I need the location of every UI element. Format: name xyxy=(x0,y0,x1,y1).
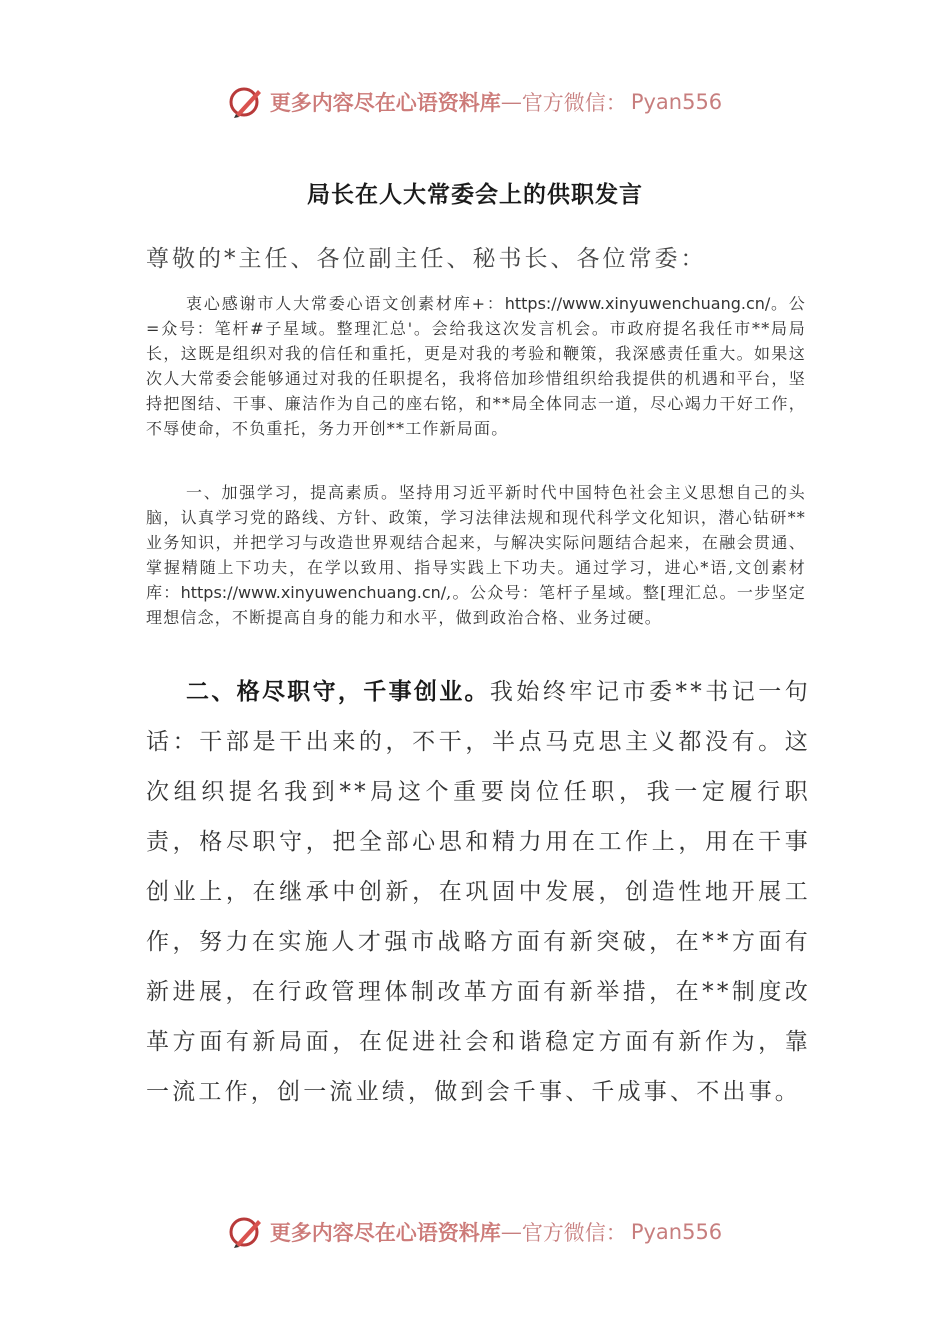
header-banner xyxy=(0,84,950,120)
paragraph-2-text-b: ,。公众号：笔杆子星域。整[理汇总。一步坚定理想信念，不断提高自身的能力和水平，做到政治合格、业务过硬。 xyxy=(146,583,806,627)
footer-wechat-label: 官方微信： xyxy=(521,1221,627,1245)
banner-account: Pyan556 xyxy=(630,90,723,114)
paragraph-1-text-a: 衷心感谢市人大常委心语文创素材库+： xyxy=(186,294,505,313)
paragraph-2-url: https://www.xinyuwenchuang.cn/ xyxy=(180,583,447,602)
footer-account: Pyan556 xyxy=(630,1220,723,1244)
pen-logo-icon xyxy=(228,84,264,120)
banner-brand: 更多内容尽在心语资料库 xyxy=(269,90,501,115)
paragraph-1-url: https://www.xinyuwenchuang.cn/ xyxy=(504,294,771,313)
footer-dash: — xyxy=(500,1220,522,1244)
paragraph-3-body: 我始终牢记市委**书记一句话：干部是干出来的，不干，半点马克思主义都没有。这次组织提名我到**局这个重要岗位任职，我一定履行职责，格尽职守，把全部心思和精力用在工作上，用在干事创业上，在继承中创新，在巩固中发展，创造性地开展工作，努力在实施人才强市战略方面有新突破，在**方面有新进展，在行政管理体制改革方面有新举措，在**制度改革方面有新局面，在促进社会和谐稳定方面有新作为，靠一流工作，创一流业绩，做到会千事、千成事、不出事。 xyxy=(146,679,811,1105)
paragraph-2-text-a: 一、加强学习，提高素质。坚持用习近平新时代中国特色社会主义思想自己的头脑，认真学习党的路线、方针、政策，学习法律法规和现代科学文化知识，潜心钻研**业务知识，并把学习与改造世界观结合起来，与解决实际问题结合起来，在融会贯通、掌握精随上下功夫，在学以致用、指导实践上下功夫。通过学习，进心*语,文创素材库： xyxy=(146,483,806,602)
banner-wechat-label: 官方微信： xyxy=(521,91,627,115)
paragraph-1-text-b: 。公=众号：笔杆#子星域。整理汇总'。会给我这次发言机会。市政府提名我任市**局局长，这既是组织对我的信任和重托，更是对我的考验和鞭策，我深感责任重大。如果这次人大常委会能够通过对我的任职提名，我将倍加珍惜组织给我提供的机遇和平台，坚持把图结、干事、廉洁作为自己的座右铭，和**局全体同志一道，尽心竭力干好工作，不辱使命，不负重托，务力开创**工作新局面。 xyxy=(146,294,806,438)
paragraph-2 xyxy=(146,480,806,630)
paragraph-3-heading: 二、格尽职守，千事创业。 xyxy=(186,679,490,705)
pen-logo-icon xyxy=(228,1214,264,1250)
banner-dash: — xyxy=(500,90,522,114)
paragraph-3 xyxy=(146,667,811,1117)
salutation: 尊敬的*主任、各位副主任、秘书长、各位常委： xyxy=(146,246,707,272)
footer-banner xyxy=(0,1214,950,1250)
paragraph-1 xyxy=(146,291,806,441)
footer-brand: 更多内容尽在心语资料库 xyxy=(269,1220,501,1245)
page-title: 局长在人大常委会上的供职发言 xyxy=(307,182,643,208)
